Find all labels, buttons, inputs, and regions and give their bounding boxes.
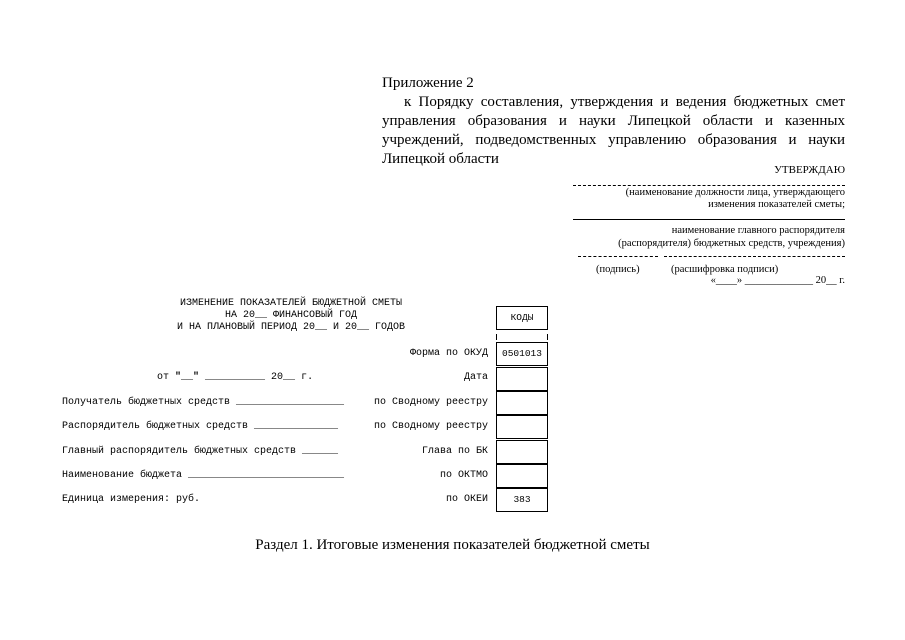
- approval-position-line: [573, 185, 845, 186]
- row-main-manager-right: Глава по БК: [421, 446, 488, 457]
- form-title-2: НА 20__ ФИНАНСОВЫЙ ГОД: [224, 310, 358, 321]
- section-title: Раздел 1. Итоговые изменения показателей бюджетной сметы: [255, 537, 650, 553]
- approval-manager-caption-1: наименование главного распорядителя: [671, 225, 845, 236]
- row-unit-right: по ОКЕИ: [445, 494, 488, 505]
- code-date: [496, 367, 548, 391]
- codes-tick-left: [496, 334, 497, 340]
- appendix-block: [382, 74, 845, 169]
- approval-manager-line: [573, 219, 845, 220]
- row-recipient-right: по Сводному реестру: [373, 397, 488, 408]
- approval-date-line: «____» _____________ 20__ г.: [710, 275, 845, 286]
- row-recipient-label: Получатель бюджетных средств __________________: [62, 397, 345, 408]
- row-main-manager-label: Главный распорядитель бюджетных средств ______: [62, 446, 339, 457]
- approval-position-caption-1: (наименование должности лица, утверждающего: [625, 187, 845, 198]
- row-budget-label: Наименование бюджета __________________________: [62, 470, 345, 481]
- codes-header: КОДЫ: [496, 306, 548, 330]
- code-main-manager: [496, 440, 548, 464]
- form-title-3: И НА ПЛАНОВЫЙ ПЕРИОД 20__ И 20__ ГОДОВ: [176, 322, 406, 333]
- row-manager-right: по Сводному реестру: [373, 421, 488, 432]
- approval-signature-caption: (подпись): [596, 264, 640, 275]
- row-manager-label: Распорядитель бюджетных средств ______________: [62, 421, 339, 432]
- code-okud: 0501013: [496, 342, 548, 366]
- code-okei: 383: [496, 488, 548, 512]
- approval-decoding-line: [664, 256, 845, 257]
- appendix-title: Приложение 2: [382, 75, 474, 91]
- form-title-1: ИЗМЕНЕНИЕ ПОКАЗАТЕЛЕЙ БЮДЖЕТНОЙ СМЕТЫ: [179, 298, 403, 309]
- row-okud-label: Форма по ОКУД: [409, 348, 488, 359]
- form-date-quote: "__": [175, 372, 200, 383]
- approval-decoding-caption: (расшифровка подписи): [671, 264, 779, 275]
- code-recipient: [496, 391, 548, 415]
- form-date-prefix: от: [157, 372, 176, 383]
- row-unit-label: Единица измерения: руб.: [62, 494, 201, 505]
- row-budget-right: по ОКТМО: [439, 470, 488, 481]
- form-date: [145, 360, 313, 384]
- approval-position-caption-2: изменения показателей сметы;: [708, 199, 845, 210]
- appendix-text: к Порядку составления, утверждения и ведения бюджетных смет управления образования и науки Липецкой области и казенных учреждений, подведомственных управлению образования и науки Липецкой области: [382, 94, 845, 167]
- approval-heading: УТВЕРЖДАЮ: [774, 164, 845, 176]
- form-date-rest: __________ 20__ г.: [199, 372, 314, 383]
- code-budget: [496, 464, 548, 488]
- approval-signature-line: [578, 256, 658, 257]
- codes-tick-right: [547, 334, 548, 340]
- codes-column: [496, 304, 548, 512]
- code-manager: [496, 415, 548, 439]
- approval-manager-caption-2: (распорядителя) бюджетных средств, учреждения): [618, 238, 845, 249]
- row-date-label: Дата: [463, 372, 488, 383]
